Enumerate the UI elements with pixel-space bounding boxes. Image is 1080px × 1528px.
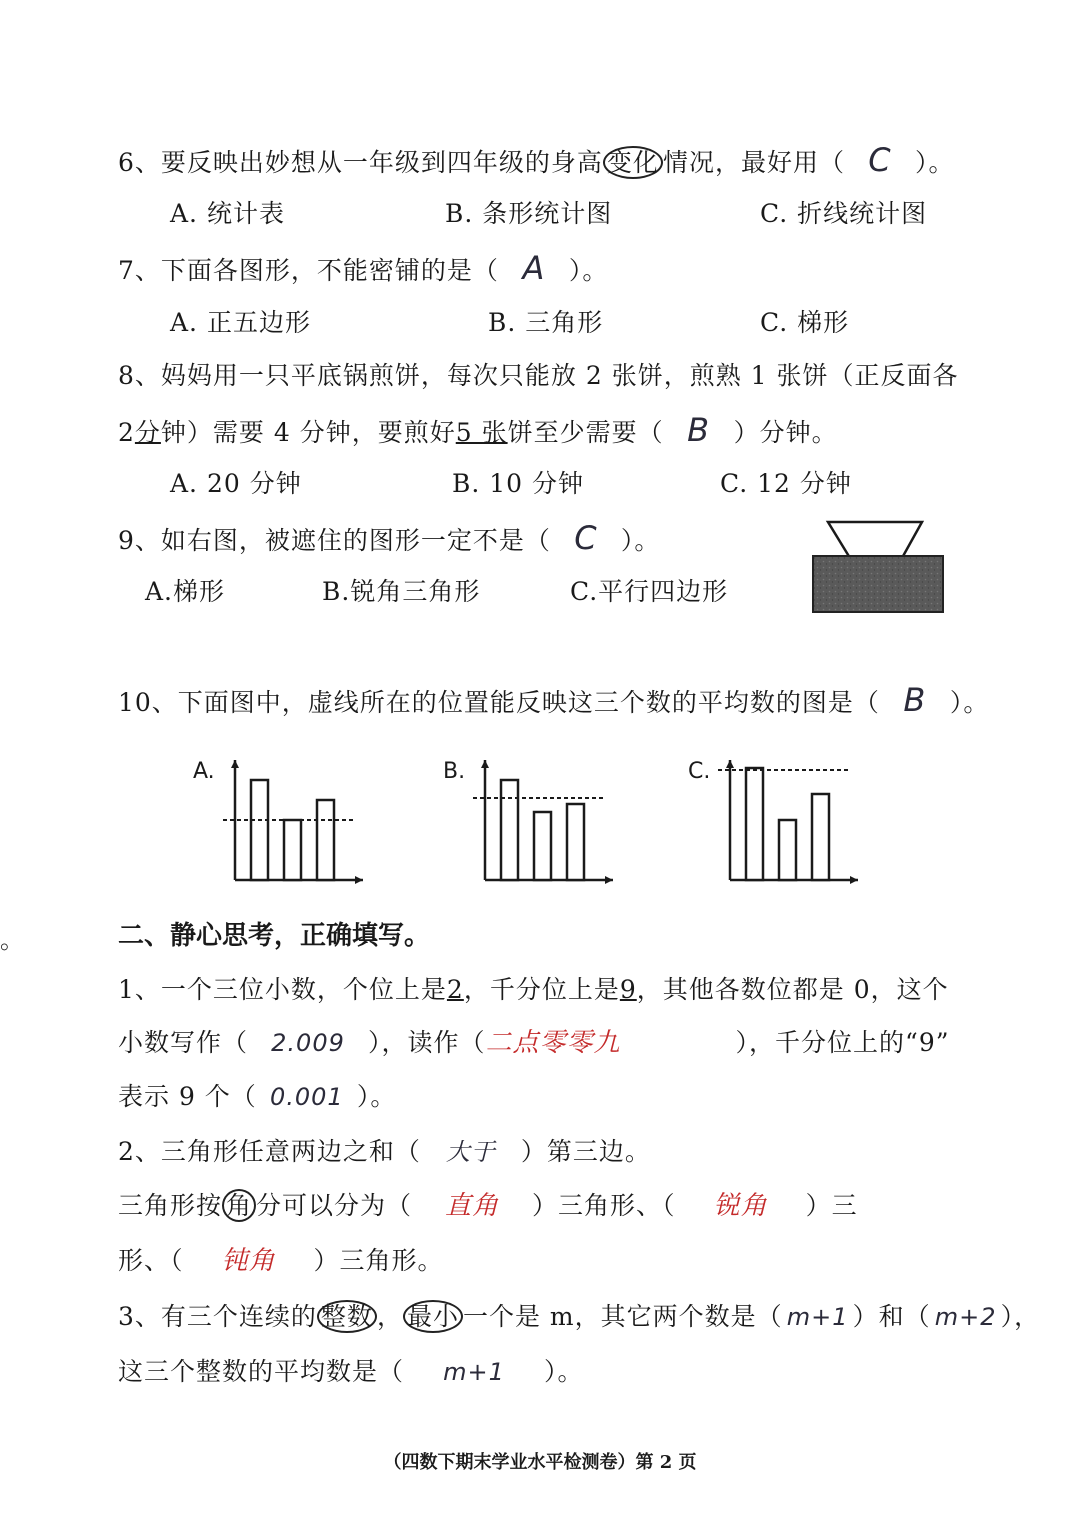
- chart-bar-0-1: [284, 820, 301, 880]
- chart-y-arrow-2: [726, 760, 734, 768]
- s2-line3: 形、（ 钝角 ）三角形。: [118, 1246, 444, 1276]
- s3-line2: 这三个整数的平均数是（ m+1 ）。: [118, 1357, 584, 1386]
- s1-line1: 1、一个三位小数，个位上是2，千分位上是9，其他各数位都是 0，这个: [118, 975, 949, 1004]
- chart-x-arrow-0: [355, 876, 363, 884]
- s1-line3: 表示 9 个（ 0.001 ）。: [118, 1082, 397, 1111]
- q10-answer: B: [903, 681, 927, 719]
- trapezoid-top: [828, 522, 922, 558]
- chart-bar-1-2: [567, 804, 584, 880]
- q7-answer: A: [522, 249, 546, 287]
- s1-answer-unit: 0.001: [269, 1083, 344, 1111]
- q10-charts: [180, 750, 880, 900]
- cover-rectangle: [813, 556, 943, 612]
- s2-answer-obtuse: 钝角: [221, 1246, 276, 1276]
- chart-bar-2-2: [812, 794, 829, 880]
- q7-option-c: C. 梯形: [760, 308, 850, 337]
- s2-answer-greater: 大于: [445, 1138, 496, 1166]
- chart-label-2: C.: [688, 759, 711, 784]
- s3-circled-integer: 整数: [317, 1300, 377, 1333]
- s3-circled-smallest: 最小: [403, 1300, 463, 1333]
- hidden-shape-figure: [810, 518, 946, 616]
- s3-answer-next: m+1: [786, 1303, 849, 1331]
- chart-bar-0-2: [317, 800, 334, 880]
- chart-bar-1-1: [534, 812, 551, 880]
- section2-title: 二、静心思考，正确填写。: [118, 921, 431, 951]
- s2-circled-word: 角: [222, 1189, 256, 1222]
- s3-line1: 3、有三个连续的 整数 ， 最小 一个是 m，其它两个数是（ m+1 ）和（ m+2 ），: [118, 1302, 1041, 1331]
- q6-option-c: C. 折线统计图: [760, 199, 928, 228]
- chart-x-arrow-2: [850, 876, 858, 884]
- q9-option-a: A.梯形: [145, 577, 226, 606]
- q9-answer: C: [574, 519, 598, 557]
- s1-line2: 小数写作（ 2.009 ），读作（二点零零九 ），千分位上的“9”: [118, 1028, 950, 1058]
- s2-answer-acute: 锐角: [713, 1191, 768, 1221]
- chart-x-arrow-1: [605, 876, 613, 884]
- q9-stem: 9、如右图，被遮住的图形一定不是（ C ）。: [118, 519, 661, 557]
- q7-option-b: B. 三角形: [488, 308, 604, 337]
- s3-answer-third: m+2: [934, 1303, 997, 1331]
- chart-bar-1-0: [501, 780, 518, 880]
- s2-line1: 2、三角形任意两边之和（ 大于 ）第三边。: [118, 1137, 651, 1166]
- chart-y-arrow-0: [231, 760, 239, 768]
- q6-option-a: A. 统计表: [170, 199, 285, 228]
- q7-option-a: A. 正五边形: [170, 308, 311, 337]
- q6-option-b: B. 条形统计图: [445, 199, 613, 228]
- q7-stem: 7、下面各图形，不能密铺的是（ A ）。: [118, 249, 609, 287]
- q8-option-a: A. 20 分钟: [170, 469, 302, 498]
- edge-mark: 。: [0, 926, 24, 954]
- chart-label-1: B.: [443, 759, 466, 784]
- s1-answer-decimal: 2.009: [271, 1029, 345, 1057]
- s1-answer-reading: 二点零零九: [485, 1028, 621, 1058]
- q8-option-b: B. 10 分钟: [452, 469, 585, 498]
- q8-option-c: C. 12 分钟: [720, 469, 852, 498]
- q6-stem: 6、要反映出妙想从一年级到四年级的身高 变化 情况，最好用（ C ）。: [118, 141, 955, 179]
- q8-stem-line2: 2分钟）需要 4 分钟，要煎好5 张饼至少需要（ B ）分钟。: [118, 411, 838, 449]
- q6-circled-word: 变化: [603, 146, 663, 179]
- q8-stem-line1: 8、妈妈用一只平底锅煎饼，每次只能放 2 张饼，煎熟 1 张饼（正反面各: [118, 361, 959, 390]
- q10-stem: 10、下面图中，虚线所在的位置能反映这三个数的平均数的图是（ B ）。: [118, 681, 990, 719]
- s2-answer-right: 直角: [445, 1191, 500, 1221]
- q9-option-b: B.锐角三角形: [322, 577, 481, 606]
- s3-answer-average: m+1: [443, 1358, 505, 1386]
- q8-answer: B: [687, 411, 711, 449]
- page-footer: （四数下期末学业水平检测卷）第 2 页: [383, 1452, 697, 1473]
- q9-option-c: C.平行四边形: [570, 577, 729, 606]
- q6-answer: C: [868, 141, 892, 179]
- chart-bar-2-0: [746, 768, 763, 880]
- chart-bar-0-0: [251, 780, 268, 880]
- s2-line2: 三角形按 角 分可以分为（ 直角 ）三角形、（ 锐角 ）三: [118, 1191, 858, 1221]
- chart-y-arrow-1: [481, 760, 489, 768]
- chart-bar-2-1: [779, 820, 796, 880]
- chart-label-0: A.: [193, 759, 215, 784]
